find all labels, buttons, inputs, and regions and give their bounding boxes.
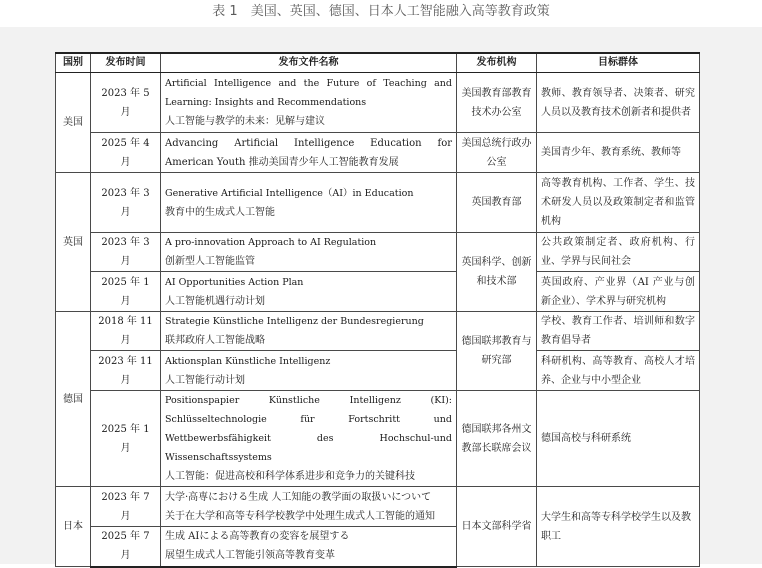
document-cell: [161, 173, 457, 233]
document-cell: [161, 73, 457, 133]
organization-cell: 英国教育部: [457, 173, 537, 233]
document-cell: [161, 351, 457, 391]
target-cell: 美国青少年、教育系统、教师等: [537, 133, 700, 173]
document-cell: [161, 487, 457, 527]
document-title-zh: 人工智能：促进高校和科学体系进步和竞争力的关键科技: [165, 471, 415, 482]
organization-cell: 德国联邦教育与研究部: [457, 312, 537, 391]
country-cell: 英国: [56, 173, 91, 312]
header-document: 发布文件名称: [161, 53, 457, 73]
date-cell: 2018 年 11 月: [91, 312, 161, 351]
date-cell: 2023 年 7 月: [91, 487, 161, 527]
document-title-zh: 创新型人工智能监管: [165, 256, 255, 267]
document-title-en: Generative Artificial Intelligence（AI）in Education: [165, 187, 414, 199]
target-cell: 教师、教育领导者、决策者、研究人员以及教育技术创新者和提供者: [537, 73, 700, 133]
document-title-zh: 教育中的生成式人工智能: [165, 206, 275, 218]
table-row: [56, 391, 700, 487]
document-title-ja: 生成 AIによる高等教育の変容を展望する: [165, 531, 350, 543]
organization-cell: 美国总统行政办公室: [457, 133, 537, 173]
target-cell: 大学生和高等专科学校学生以及教职工: [537, 487, 700, 567]
document-title-zh: 展望生成式人工智能引领高等教育变革: [165, 550, 335, 562]
header-country: 国别: [56, 53, 91, 73]
date-cell: 2023 年 11 月: [91, 351, 161, 391]
country-cell: 美国: [56, 73, 91, 173]
document-cell: [161, 233, 457, 272]
target-cell: 科研机构、高等教育、高校人才培养、企业与中小型企业: [537, 351, 700, 391]
document-cell: [161, 312, 457, 351]
target-cell: 英国政府、产业界（AI 产业与创新企业）、学术界与研究机构: [537, 272, 700, 312]
date-cell: 2025 年 1 月: [91, 391, 161, 487]
document-title-zh: 关于在大学和高等专科学校教学中处理生成式人工智能的通知: [165, 510, 435, 522]
document-title-en: AI Opportunities Action Plan: [165, 276, 304, 288]
table-row: [56, 351, 700, 391]
document-cell: [161, 527, 457, 567]
date-cell: 2025 年 4 月: [91, 133, 161, 173]
target-cell: 公共政策制定者、政府机构、行业、学界与民间社会: [537, 233, 700, 272]
table-row: [56, 73, 700, 133]
document-cell: Advancing Artificial Intelligence Education for American Youth 推动美国青少年人工智能教育发展: [161, 133, 457, 173]
table-row: [56, 233, 700, 272]
table-caption: 表 1 美国、英国、德国、日本人工智能融入高等教育政策: [212, 4, 550, 19]
header-target-group: 目标群体: [537, 53, 700, 73]
policy-table: [55, 52, 700, 568]
document-title-zh: 人工智能行动计划: [165, 374, 245, 386]
table-row: [56, 272, 700, 312]
date-cell: 2023 年 3 月: [91, 173, 161, 233]
document-cell: [161, 391, 457, 487]
date-cell: 2025 年 7 月: [91, 527, 161, 567]
organization-cell: 英国科学、创新和技术部: [457, 233, 537, 312]
document-title-de: Positionspapier Künstliche Intelligenz (KI): Schlüsseltechnologie für Fortschritt und Wettbewerbsfähigkeit des Hochschul-und Wissenschaftssystems: [165, 395, 452, 463]
document-title-en: Artificial Intelligence and the Future of Teaching and Learning: Insights and Recommendations: [165, 78, 452, 108]
header-date: 发布时间: [91, 53, 161, 73]
target-cell: 学校、教育工作者、培训师和数字教育倡导者: [537, 312, 700, 351]
document-cell: [161, 272, 457, 312]
document-title-ja: 大学·高専における生成 人工知能の教学面の取扱いについて: [165, 491, 432, 503]
date-cell: 2023 年 3 月: [91, 233, 161, 272]
date-cell: 2025 年 1 月: [91, 272, 161, 312]
organization-cell: 日本文部科学省: [457, 487, 537, 567]
document-title-de: Aktionsplan Künstliche Intelligenz: [165, 355, 331, 367]
target-cell: 德国高校与科研系统: [537, 391, 700, 487]
table-header-row: [56, 53, 700, 73]
target-cell: 高等教育机构、工作者、学生、技术研发人员以及政策制定者和监管机构: [537, 173, 700, 233]
table-row: [56, 487, 700, 527]
document-title-zh: 人工智能机遇行动计划: [165, 295, 265, 307]
date-cell: 2023 年 5 月: [91, 73, 161, 133]
document-title-de: Strategie Künstliche Intelligenz der Bundesregierung: [165, 316, 424, 327]
document-title-zh: 联邦政府人工智能战略: [165, 335, 265, 346]
country-cell: 日本: [56, 487, 91, 567]
country-cell: 德国: [56, 312, 91, 487]
header-organization: 发布机构: [457, 53, 537, 73]
document-title-zh: 人工智能与教学的未来：见解与建议: [165, 116, 325, 127]
table-row: [56, 173, 700, 233]
organization-cell: 德国联邦各州文教部长联席会议: [457, 391, 537, 487]
table-row: [56, 133, 700, 173]
organization-cell: 美国教育部教育技术办公室: [457, 73, 537, 133]
table-row: [56, 312, 700, 351]
document-title-en: A pro-innovation Approach to AI Regulation: [165, 237, 377, 248]
